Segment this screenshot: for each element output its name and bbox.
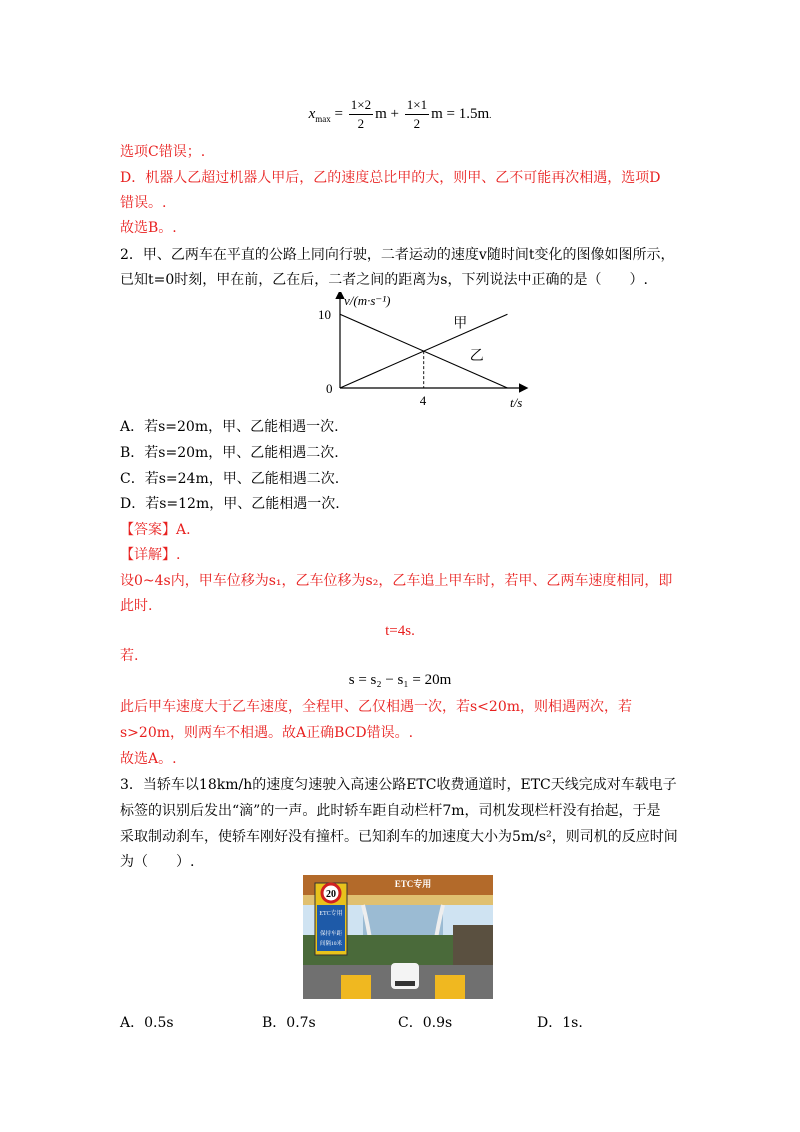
q2-stem-line-1: 2．甲、乙两车在平直的公路上同向行驶，二者运动的速度v随时间t变化的图像如图所示， [120,247,675,263]
d-explain-line-2: 错误。. [120,195,167,211]
fraction-2: $\frac{1\times 1}{2}$ [406,97,428,131]
q3-stem-line-4: 为（ ）. [120,854,195,870]
q3-option-b: B．0.7s [262,1015,316,1031]
vt-chart [300,292,540,417]
explain-line-3: 此后甲车速度大于乙车速度，全程甲、乙仅相遇一次，若s<20m，则相遇两次，若 [120,699,633,715]
t-equals-line: t=4s. [385,623,415,639]
explain-heading: 【详解】. [120,547,181,563]
etc-banner-text: ETC专用 [394,879,432,889]
answer-line: 【答案】A. [120,522,191,538]
series-label-yi: 乙 [469,348,484,364]
speed-limit-number: 20 [326,889,336,900]
explain-line-1: 设0~4s内，甲车位移为s₁，乙车位移为s₂，乙车追上甲车时，若甲、乙两车速度相同，即 [120,573,673,589]
y-axis-label: v/(m·s⁻¹) [344,293,391,308]
q3-stem-line-1: 3．当轿车以18km/h的速度匀速驶入高速公路ETC收费通道时，ETC天线完成对车载电子 [120,777,677,793]
explain-line-4: s>20m，则两车不相遇。故A正确BCD错误。. [120,725,414,741]
choose-b-line: 故选B。. [120,220,177,236]
q2-option-c: C．若s=24m，甲、乙能相遇二次. [120,471,340,487]
q2-option-b: B．若s=20m，甲、乙能相遇二次. [120,445,339,461]
origin-label: 0 [326,381,333,396]
series-label-jia: 甲 [453,316,468,332]
ruo-line: 若. [120,648,139,664]
q3-option-c: C．0.9s [398,1015,453,1031]
x-tick-label: 4 [419,393,427,408]
q3-option-a: A．0.5s [120,1015,174,1031]
q3-option-d: D．1s. [537,1015,583,1031]
sign-text-1: ETC专用 [319,911,343,917]
x-axis-label: t/s [510,395,523,410]
c-wrong-line: 选项C错误；. [120,144,206,160]
explain-line-2: 此时. [120,598,153,614]
sign-text-2: 保持车距 [319,931,343,937]
q2-stem-line-2: 已知t=0时刻，甲在前，乙在后，二者之间的距离为s，下列说法中正确的是（ ）. [120,272,648,288]
etc-toll-photo [303,875,493,999]
s-equation: s = s₂ − s₁ = 20m [348,672,452,688]
fraction-1: $\frac{1\times 2}{2}$ [350,97,372,131]
sign-text-3: 间隔10米 [319,941,343,947]
q2-option-a: A．若s=20m，甲、乙能相遇一次. [120,419,339,435]
formula-xmax: $x_{max}$ = $\frac{1\times 2}{2}$ m + $\frac{1\times 1}{2}$ m = 1.5m. [308,97,492,131]
d-explain-line-1: D．机器人乙超过机器人甲后，乙的速度总比甲的大，则甲、乙不可能再次相遇，选项D [120,170,661,186]
y-tick-label: 10 [318,307,331,323]
q2-option-d: D．若s=12m，甲、乙能相遇一次. [120,496,340,512]
q3-stem-line-3: 采取制动刹车，使轿车刚好没有撞杆。已知刹车的加速度大小为5m/s²，则司机的反应时间 [120,829,678,845]
q3-stem-line-2: 标签的识别后发出“滴”的一声。此时轿车距自动栏杆7m，司机发现栏杆没有抬起，于是 [120,803,661,819]
choose-a-line: 故选A。. [120,751,177,767]
